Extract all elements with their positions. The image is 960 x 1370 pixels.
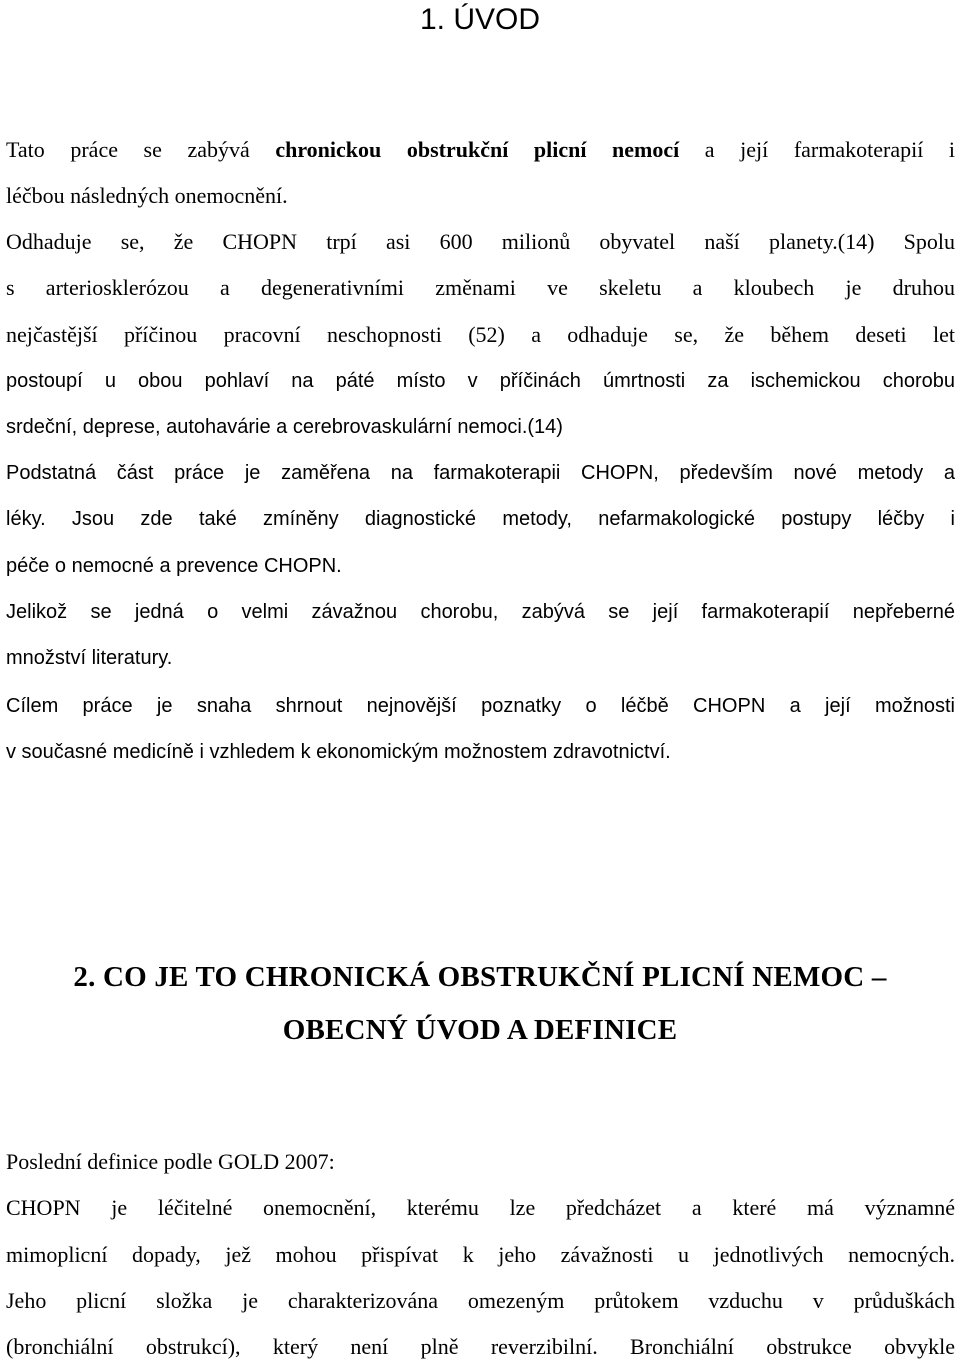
paragraph-line: péče o nemocné a prevence CHOPN.	[6, 554, 342, 577]
paragraph-line	[6, 127, 955, 173]
paragraph-line: léčbou následných onemocnění.	[6, 183, 288, 209]
paragraph-line: (bronchiální obstrukcí), který není plně reverzibilní. Bronchiální obstrukce obvykle	[6, 1334, 955, 1360]
paragraph-line: v současné medicíně i vzhledem k ekonomickým možnostem zdravotnictví.	[6, 741, 671, 764]
text-span: Tato práce se zabývá	[6, 137, 276, 162]
paragraph-line: CHOPN je léčitelné onemocnění, kterému lze předcházet a které má významné	[6, 1195, 955, 1221]
intro-paragraph-4	[6, 589, 955, 682]
paragraph-line: postoupí u obou pohlaví na páté místo v příčinách úmrtnosti za ischemickou chorobu	[6, 369, 955, 392]
intro-paragraph-5	[6, 683, 955, 776]
section-1-heading: 1. ÚVOD	[419, 3, 541, 36]
paragraph-line: mimoplicní dopady, jež mohou přispívat k jeho závažnosti u jednotlivých nemocných.	[6, 1241, 955, 1267]
intro-paragraph-3	[6, 450, 955, 589]
paragraph-line: Podstatná část práce je zaměřena na farmakoterapii CHOPN, především nové metody a	[6, 462, 955, 484]
paragraph-line: Poslední definice podle GOLD 2007:	[6, 1149, 335, 1174]
definition-paragraph	[6, 1139, 955, 1370]
section-2-heading-line-2: OBECNÝ ÚVOD A DEFINICE	[282, 1014, 678, 1046]
bold-term: chronickou obstrukční plicní nemocí	[275, 137, 680, 162]
paragraph-line: srdeční, deprese, autohavárie a cerebrovaskulární nemoci.(14)	[6, 416, 563, 439]
paragraph-line: Jelikož se jedná o velmi závažnou chorobu, zabývá se její farmakoterapií nepřeberné	[6, 601, 955, 623]
paragraph-line: Jeho plicní složka je charakterizována omezeným průtokem vzduchu v průduškách	[6, 1287, 955, 1313]
paragraph-line: léky. Jsou zde také zmíněny diagnostické metody, nefarmakologické postupy léčby i	[6, 508, 955, 531]
section-2-heading-line-1: 2. CO JE TO CHRONICKÁ OBSTRUKČNÍ PLICNÍ NEMOC –	[73, 961, 887, 993]
text-span: a její farmakoterapií i	[679, 137, 955, 162]
paragraph-line: množství literatury.	[6, 647, 173, 670]
intro-paragraph-2	[6, 219, 955, 450]
paragraph-line: Cílem práce je snaha shrnout nejnovější poznatky o léčbě CHOPN a její možnosti	[6, 695, 955, 717]
paragraph-line: s arteriosklerózou a degenerativními změnami ve skeletu a kloubech je druhou	[6, 275, 955, 301]
intro-paragraph-1	[6, 127, 955, 220]
paragraph-line: Odhaduje se, že CHOPN trpí asi 600 milionů obyvatel naší planety.(14) Spolu	[6, 229, 955, 254]
paragraph-line: nejčastější příčinou pracovní neschopnosti (52) a odhaduje se, že během deseti let	[6, 321, 955, 347]
